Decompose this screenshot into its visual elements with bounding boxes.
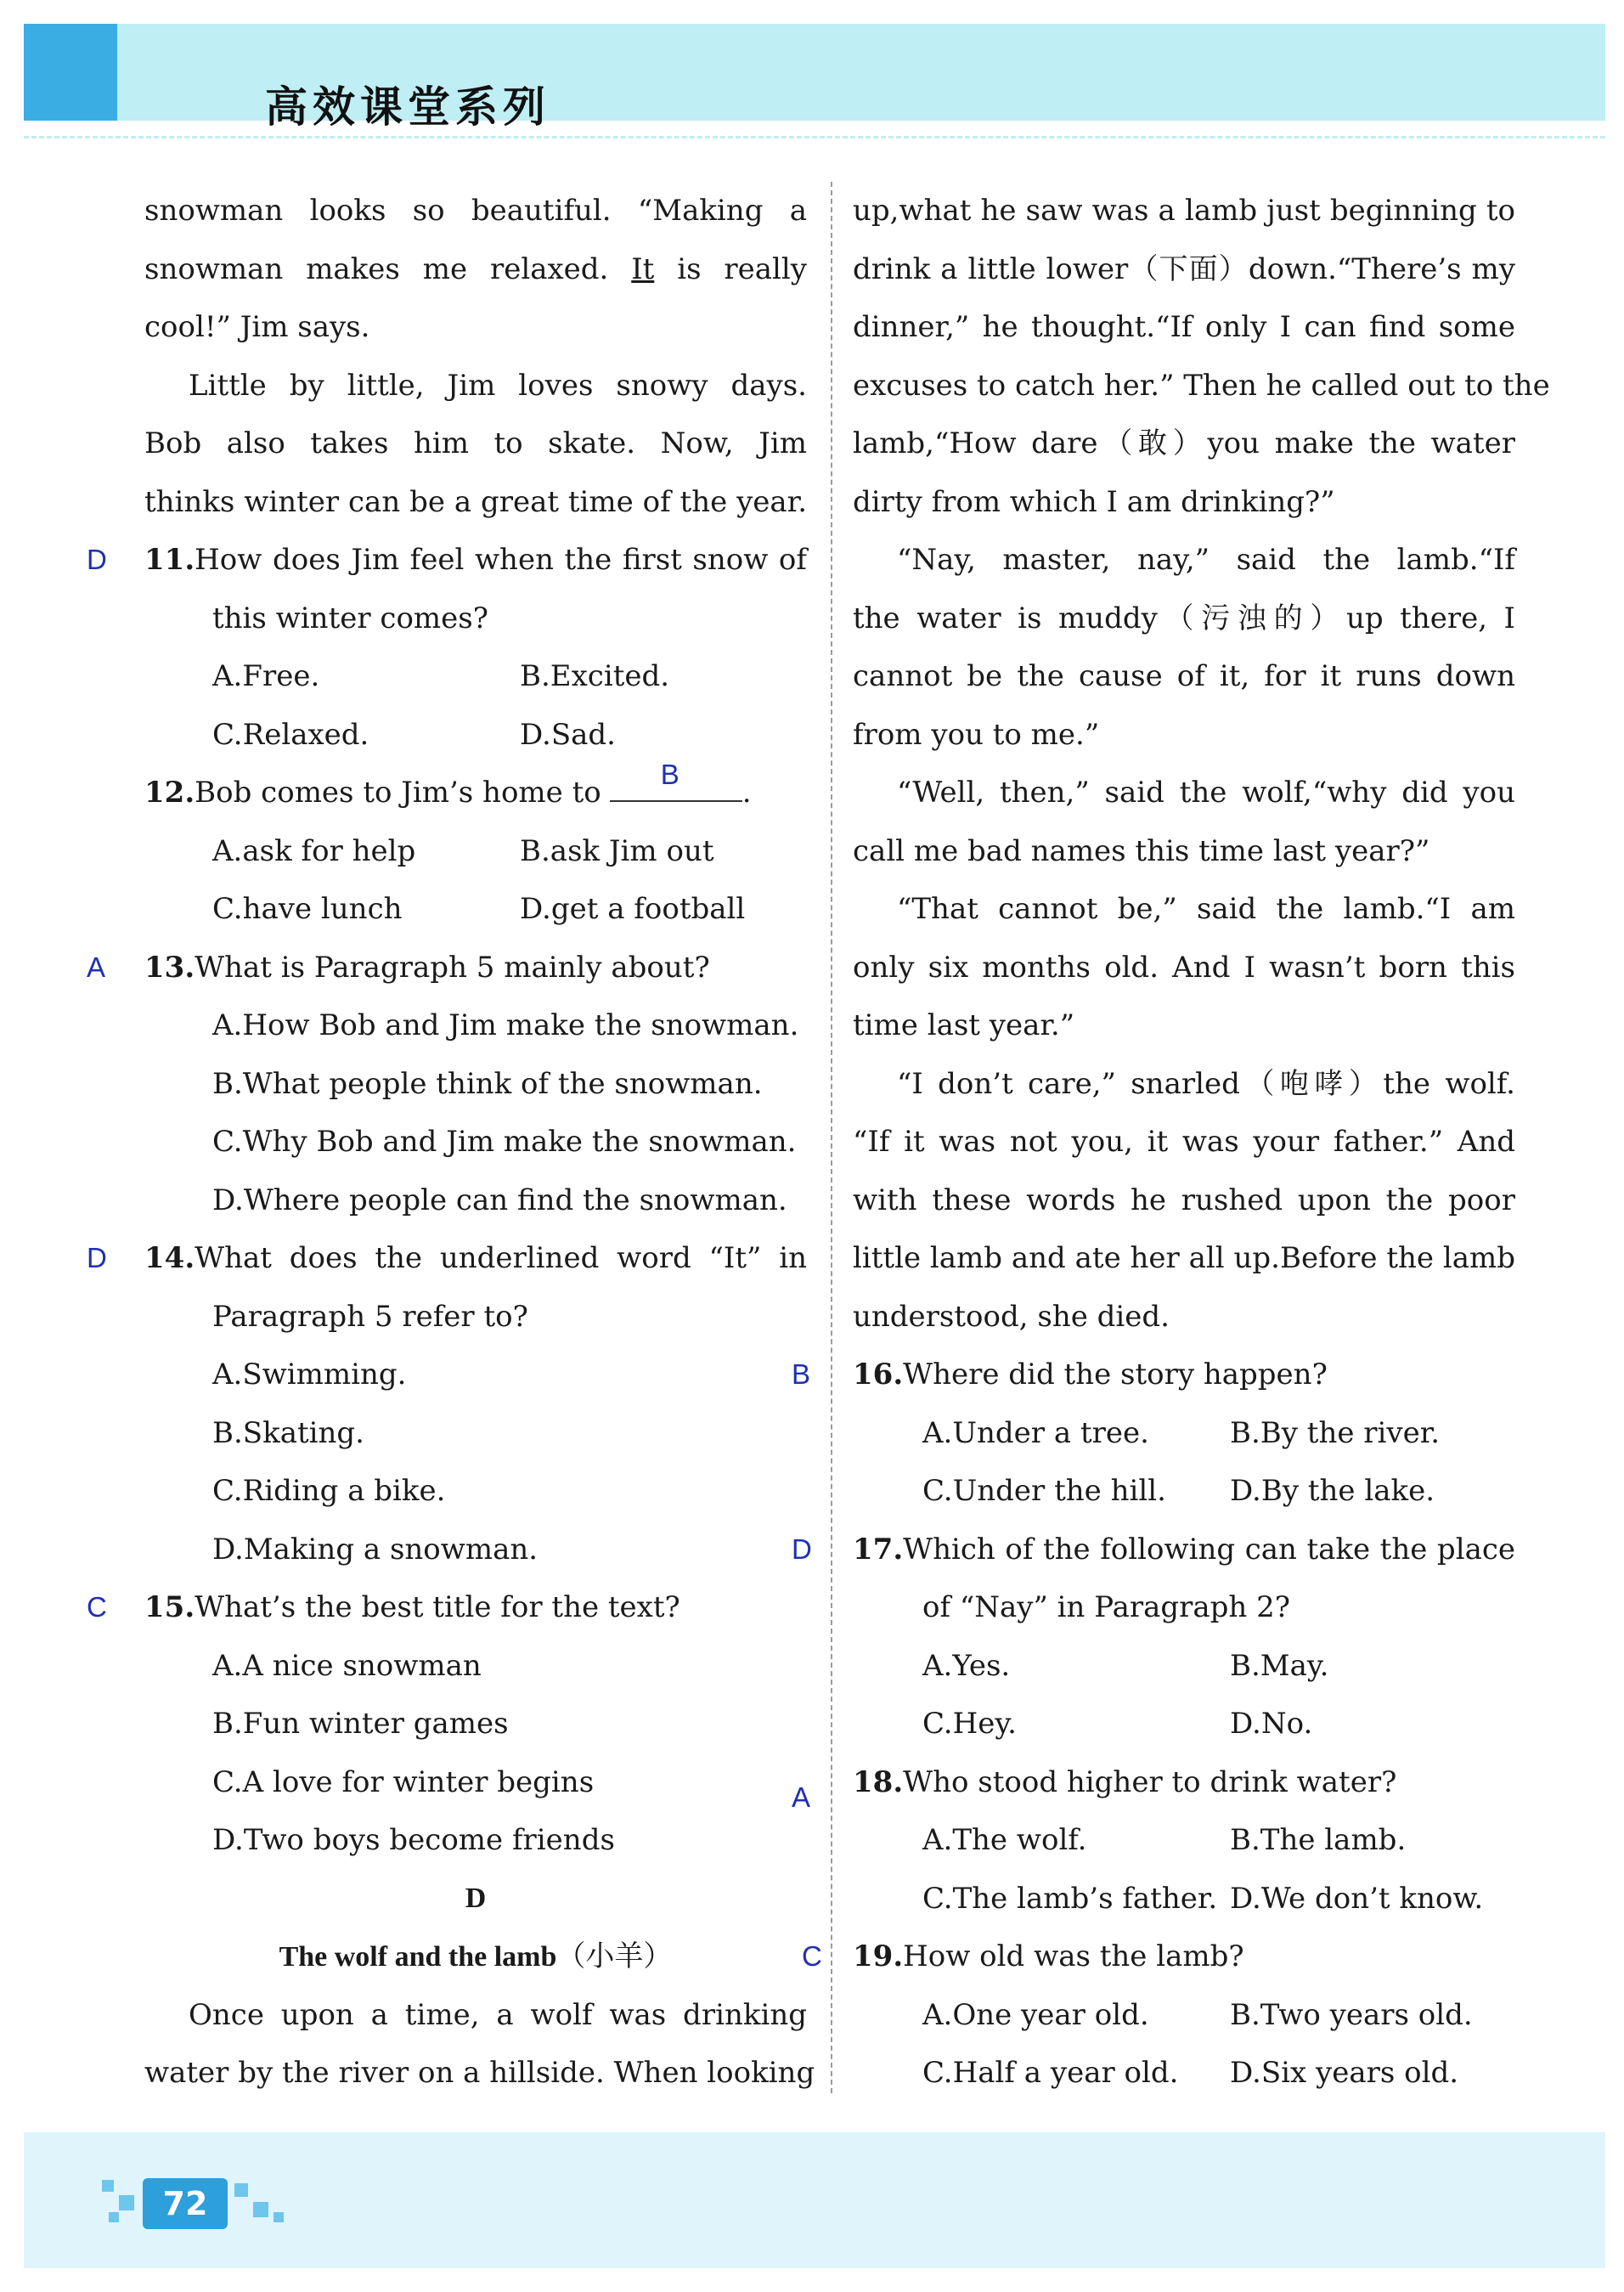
question-text: Bob comes to Jim’s home to bbox=[195, 776, 601, 810]
text-line: “Nay, master, nay,” said the lamb.“If bbox=[897, 543, 1515, 577]
question-text-cont: this winter comes? bbox=[212, 601, 488, 635]
option-d: D.Making a snowman. bbox=[212, 1532, 539, 1567]
option-b: B.The lamb. bbox=[1230, 1823, 1407, 1857]
underlined-word-it: It bbox=[631, 251, 655, 286]
text-line: water by the river on a hillside. When looking bbox=[144, 2056, 815, 2090]
option-b: B.May. bbox=[1230, 1648, 1329, 1683]
option-c: C.Why Bob and Jim make the snowman. bbox=[212, 1125, 797, 1159]
option-a: A.Yes. bbox=[922, 1648, 1011, 1683]
decor-pixel bbox=[234, 2183, 248, 2197]
column-divider bbox=[831, 182, 832, 2093]
option-c: C.Relaxed. bbox=[212, 717, 369, 752]
option-row bbox=[853, 1986, 1515, 2045]
option-c: C.Under the hill. bbox=[922, 1474, 1166, 1508]
question-12 bbox=[144, 759, 807, 822]
text-line: snowman looks so beautiful. “Making a bbox=[144, 194, 807, 228]
answer-mark: D bbox=[87, 544, 107, 575]
question-end: . bbox=[742, 776, 752, 810]
option-row bbox=[144, 880, 807, 939]
option-a: A.Free. bbox=[212, 659, 320, 693]
question-number: 19. bbox=[853, 1939, 904, 1973]
text-line: understood, she died. bbox=[853, 1299, 1170, 1334]
question-number: 18. bbox=[853, 1764, 904, 1799]
question-number: 13. bbox=[144, 950, 195, 985]
text-line: thinks winter can be a great time of the year. bbox=[144, 484, 807, 519]
answer-blank bbox=[610, 759, 742, 802]
question-number: 14. bbox=[144, 1241, 195, 1275]
option-b: B.What people think of the snowman. bbox=[212, 1066, 763, 1101]
option-d: D.Six years old. bbox=[1230, 2056, 1459, 2090]
text-line: “If it was not you, it was your father.” And bbox=[853, 1125, 1515, 1159]
text-line bbox=[144, 240, 807, 299]
answer-mark: B bbox=[660, 759, 679, 790]
option-b: B.Fun winter games bbox=[212, 1707, 509, 1741]
text-line: “Well, then,” said the wolf,“why did you bbox=[897, 776, 1515, 810]
option-row bbox=[853, 1637, 1515, 1696]
text-line: up,what he saw was a lamb just beginning to bbox=[853, 194, 1515, 228]
option-row bbox=[853, 1462, 1515, 1521]
question-number: 11. bbox=[144, 543, 195, 577]
text-line: excuses to catch her.” Then he called out to the bbox=[853, 368, 1550, 403]
question-number: 17. bbox=[853, 1532, 904, 1567]
answer-mark: A bbox=[792, 1781, 811, 1813]
question-text: Which of the following can take the place bbox=[903, 1532, 1515, 1567]
text-line: from you to me.” bbox=[853, 717, 1100, 752]
text-line: “That cannot be,” said the lamb.“I am bbox=[897, 892, 1515, 926]
question-15 bbox=[87, 1578, 807, 1637]
option-d: D.Two boys become friends bbox=[212, 1823, 615, 1857]
decor-pixel bbox=[253, 2202, 268, 2217]
option-row bbox=[853, 1870, 1515, 1928]
question-18 bbox=[792, 1753, 1515, 1813]
option-a: A.One year old. bbox=[922, 1997, 1149, 2032]
answer-mark: B bbox=[792, 1358, 811, 1390]
answer-mark: D bbox=[792, 1533, 812, 1565]
text-line: Once upon a time, a wolf was drinking bbox=[189, 1997, 807, 2032]
text-line: only six months old. And I wasn’t born this bbox=[853, 950, 1515, 985]
question-number: 15. bbox=[144, 1590, 195, 1624]
option-b: B.ask Jim out bbox=[520, 833, 714, 868]
header-band bbox=[24, 24, 1605, 121]
text-line: time last year.” bbox=[853, 1008, 1075, 1042]
question-11 bbox=[87, 531, 807, 590]
option-row bbox=[144, 647, 807, 706]
option-b: B.Two years old. bbox=[1230, 1997, 1473, 2032]
story-title-gloss: （小羊） bbox=[556, 1939, 673, 1973]
text-line: call me bad names this time last year?” bbox=[853, 833, 1430, 868]
story-title bbox=[144, 1928, 807, 1986]
page-number: 72 bbox=[162, 2185, 208, 2222]
header-divider bbox=[24, 136, 1605, 138]
option-d: D.By the lake. bbox=[1230, 1474, 1435, 1508]
text-line: Bob also takes him to skate. Now, Jim bbox=[144, 426, 807, 460]
option-b: B.By the river. bbox=[1230, 1415, 1441, 1450]
decor-pixel bbox=[119, 2195, 134, 2210]
option-d: D.Sad. bbox=[520, 717, 616, 752]
option-b: B.Excited. bbox=[520, 659, 670, 693]
story-title-text: The wolf and the lamb bbox=[279, 1941, 557, 1973]
option-a: A.A nice snowman bbox=[212, 1648, 482, 1683]
text-line: with these words he rushed upon the poor bbox=[853, 1183, 1515, 1217]
answer-mark: D bbox=[87, 1242, 107, 1273]
question-text: What’s the best title for the text? bbox=[195, 1590, 680, 1624]
option-c: C.Hey. bbox=[922, 1707, 1017, 1741]
option-c: C.A love for winter begins bbox=[212, 1764, 595, 1799]
decor-pixel bbox=[109, 2212, 119, 2222]
option-a: A.ask for help bbox=[212, 833, 416, 868]
text-line: cannot be the cause of it, for it runs down bbox=[853, 659, 1515, 693]
series-title: 高效课堂系列 bbox=[265, 82, 550, 132]
text-line: cool!” Jim says. bbox=[144, 310, 370, 344]
option-c: C.have lunch bbox=[212, 892, 403, 926]
question-text: What does the underlined word “It” in bbox=[195, 1241, 807, 1275]
option-a: A.Under a tree. bbox=[922, 1415, 1149, 1450]
answer-mark: A bbox=[87, 951, 106, 983]
option-d: D.No. bbox=[1230, 1707, 1313, 1741]
answer-mark: C bbox=[802, 1940, 822, 1972]
option-row bbox=[144, 822, 807, 881]
option-a: A.Swimming. bbox=[212, 1358, 407, 1392]
text-line: dinner,” he thought.“If only I can find some bbox=[853, 310, 1515, 344]
text-line: lamb,“How dare（敢）you make the water bbox=[853, 426, 1515, 460]
text-line: Little by little, Jim loves snowy days. bbox=[189, 368, 807, 403]
right-column bbox=[792, 182, 1550, 2103]
text-line: drink a little lower（下面）down.“There’s my bbox=[853, 251, 1515, 286]
text-line: dirty from which I am drinking?” bbox=[853, 484, 1335, 519]
text-line: little lamb and ate her all up.Before the lamb bbox=[853, 1241, 1515, 1275]
option-d: D.Where people can find the snowman. bbox=[212, 1183, 787, 1217]
option-row bbox=[853, 2044, 1515, 2103]
text-span: snowman makes me relaxed. bbox=[144, 251, 609, 286]
option-d: D.We don’t know. bbox=[1230, 1881, 1484, 1916]
text-line: the water is muddy（污浊的）up there, I bbox=[853, 601, 1515, 635]
question-number: 16. bbox=[853, 1358, 904, 1392]
answer-mark: C bbox=[87, 1591, 107, 1623]
option-row bbox=[853, 1404, 1515, 1463]
question-number: 12. bbox=[144, 776, 195, 810]
question-text: Who stood higher to drink water? bbox=[903, 1764, 1397, 1799]
question-14 bbox=[87, 1229, 807, 1288]
option-c: C.The lamb’s father. bbox=[922, 1881, 1218, 1916]
question-text: Where did the story happen? bbox=[903, 1358, 1328, 1392]
question-17 bbox=[792, 1521, 1515, 1579]
option-c: C.Riding a bike. bbox=[212, 1474, 446, 1508]
text-line: “I don’t care,” snarled（咆哮）the wolf. bbox=[897, 1066, 1515, 1101]
question-text-cont: of “Nay” in Paragraph 2? bbox=[922, 1590, 1291, 1624]
question-16 bbox=[792, 1346, 1515, 1404]
section-heading: D bbox=[465, 1882, 487, 1914]
option-d: D.get a football bbox=[520, 892, 746, 926]
decor-pixel bbox=[102, 2180, 114, 2192]
header-accent-block bbox=[24, 24, 117, 121]
question-text: How does Jim feel when the first snow of bbox=[195, 543, 807, 577]
text-span: is really bbox=[677, 251, 807, 286]
page-number-badge bbox=[143, 2178, 228, 2229]
question-text-cont: Paragraph 5 refer to? bbox=[212, 1299, 528, 1334]
question-text: What is Paragraph 5 mainly about? bbox=[195, 950, 710, 985]
question-19 bbox=[802, 1928, 1515, 1986]
option-b: B.Skating. bbox=[212, 1415, 364, 1450]
option-a: A.How Bob and Jim make the snowman. bbox=[212, 1008, 799, 1042]
option-row bbox=[853, 1695, 1515, 1753]
left-column bbox=[87, 182, 815, 2103]
option-a: A.The wolf. bbox=[922, 1823, 1087, 1857]
question-text: How old was the lamb? bbox=[903, 1939, 1244, 1973]
option-row bbox=[853, 1811, 1515, 1870]
option-c: C.Half a year old. bbox=[922, 2056, 1179, 2090]
decor-pixel bbox=[273, 2212, 284, 2222]
question-13 bbox=[87, 939, 807, 997]
option-row bbox=[144, 706, 807, 765]
footer-band bbox=[24, 2132, 1605, 2268]
